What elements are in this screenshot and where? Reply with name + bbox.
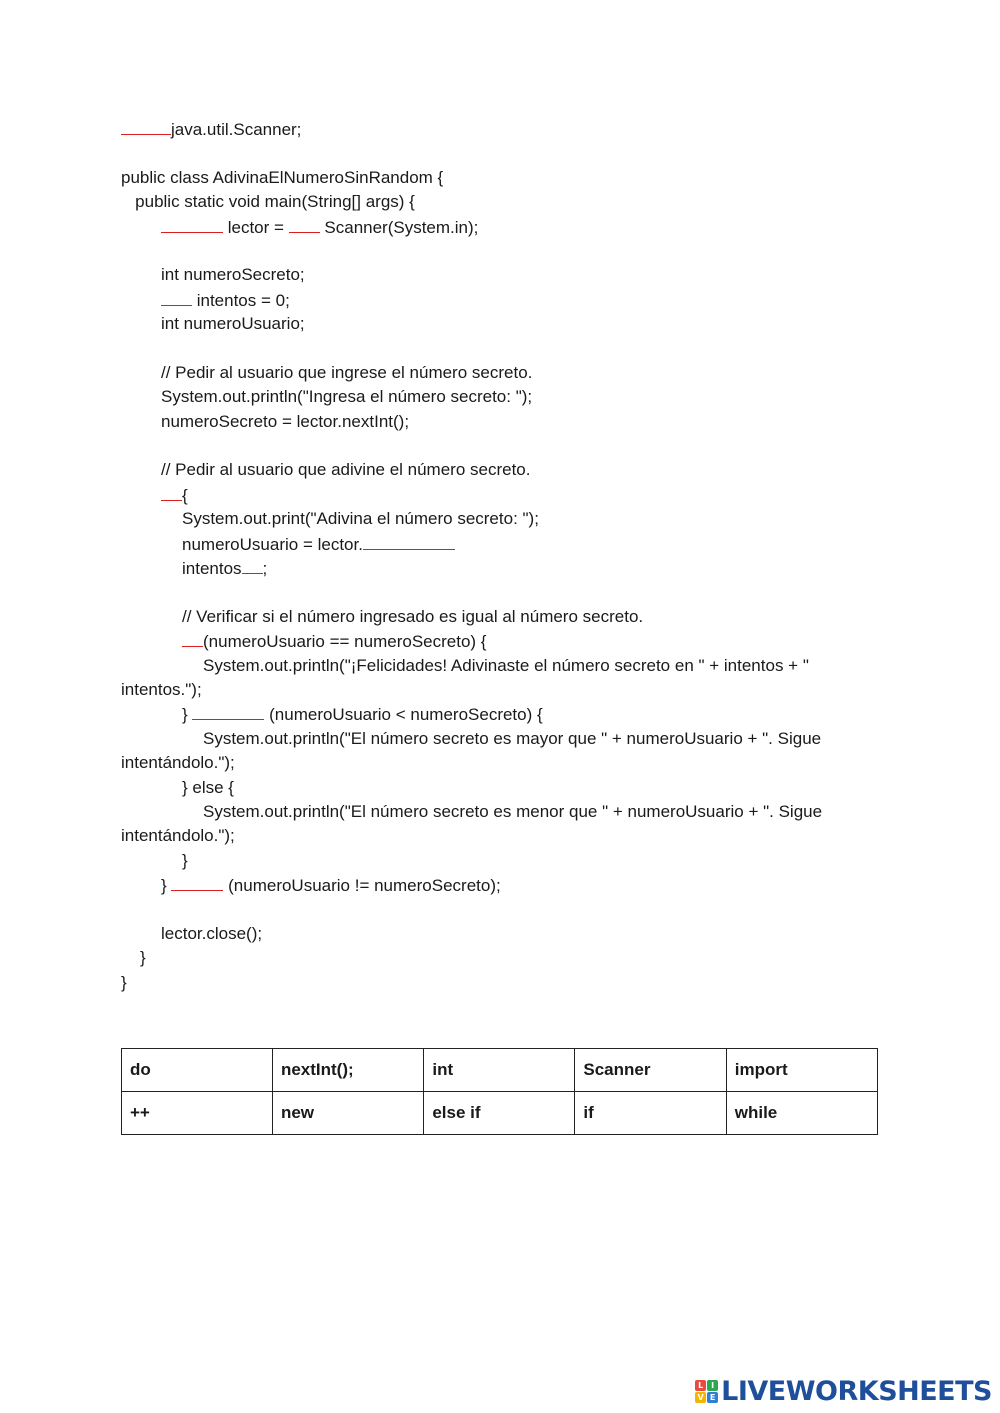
code-line-7: int numeroSecreto; [161, 265, 305, 285]
word-bank-row [122, 1092, 878, 1135]
blank-new[interactable] [289, 215, 320, 233]
code-line-36: } [121, 972, 127, 992]
word-option[interactable]: import [726, 1049, 877, 1092]
code-line-22: (numeroUsuario == numeroSecreto) { [121, 629, 881, 653]
code-line-24: intentos."); [121, 679, 202, 699]
code-line-15: // Pedir al usuario que adivine el número secreto. [161, 460, 531, 480]
code-line-23: System.out.println("¡Felicidades! Adivinaste el número secreto en " + intentos + " [203, 655, 809, 675]
blank-nextint[interactable] [363, 532, 455, 550]
word-option[interactable]: ++ [122, 1092, 273, 1135]
code-line-25: } (numeroUsuario < numeroSecreto) { [121, 702, 881, 726]
word-option[interactable]: int [424, 1049, 575, 1092]
word-option[interactable]: else if [424, 1092, 575, 1135]
code-line-5: lector = Scanner(System.in); [121, 215, 881, 239]
code-line-blank [121, 580, 881, 604]
code-line-blank [121, 239, 881, 263]
code-line-21: // Verificar si el número ingresado es igual al número secreto. [182, 606, 644, 626]
code-listing [121, 117, 881, 995]
code-line-29: System.out.println("El número secreto es menor que " + numeroUsuario + ". Sigue [203, 801, 823, 821]
code-line-26: System.out.println("El número secreto es mayor que " + numeroUsuario + ". Sigue [203, 728, 822, 748]
code-line-18: numeroUsuario = lector. [121, 532, 881, 556]
word-option[interactable]: new [272, 1092, 423, 1135]
liveworksheets-logo-icon: L I V E [695, 1380, 718, 1403]
word-option[interactable]: if [575, 1092, 726, 1135]
code-line-32: } (numeroUsuario != numeroSecreto); [121, 873, 881, 897]
liveworksheets-brand [695, 1376, 992, 1407]
word-option[interactable]: do [122, 1049, 273, 1092]
blank-increment[interactable] [242, 556, 263, 574]
code-line-12: System.out.println("Ingresa el número secreto: "); [161, 387, 533, 407]
blank-scanner[interactable] [161, 215, 223, 233]
blank-if[interactable] [182, 629, 203, 647]
code-line-blank [121, 337, 881, 361]
code-line-blank [121, 434, 881, 458]
code-line-9: int numeroUsuario; [161, 314, 305, 334]
code-line-blank [121, 141, 881, 165]
code-line-11: // Pedir al usuario que ingrese el número secreto. [161, 362, 533, 382]
blank-do[interactable] [161, 483, 182, 501]
code-line-17: System.out.print("Adivina el número secreto: "); [182, 509, 539, 529]
word-option[interactable]: Scanner [575, 1049, 726, 1092]
code-line-34: lector.close(); [161, 923, 263, 943]
word-bank-table [121, 1048, 878, 1135]
brand-name: LIVEWORKSHEETS [721, 1376, 992, 1407]
code-line-3: public class AdivinaElNumeroSinRandom { [121, 167, 444, 187]
code-line-blank [121, 898, 881, 922]
code-line-13: numeroSecreto = lector.nextInt(); [161, 411, 410, 431]
code-line-1: java.util.Scanner; [121, 117, 881, 141]
code-line-27: intentándolo."); [121, 753, 235, 773]
code-line-16: { [121, 483, 881, 507]
blank-while[interactable] [171, 873, 223, 891]
blank-int[interactable] [161, 288, 192, 306]
code-line-8: intentos = 0; [121, 288, 881, 312]
code-line-35: } [140, 948, 146, 968]
blank-import[interactable] [121, 117, 171, 135]
code-line-28: } else { [182, 777, 234, 797]
word-bank-row [122, 1049, 878, 1092]
blank-else-if[interactable] [192, 702, 264, 720]
code-line-30: intentándolo."); [121, 826, 235, 846]
code-line-19: intentos ; [121, 556, 881, 580]
code-line-4: public static void main(String[] args) { [121, 192, 415, 212]
word-option[interactable]: nextInt(); [272, 1049, 423, 1092]
word-option[interactable]: while [726, 1092, 877, 1135]
code-line-31: } [182, 850, 188, 870]
